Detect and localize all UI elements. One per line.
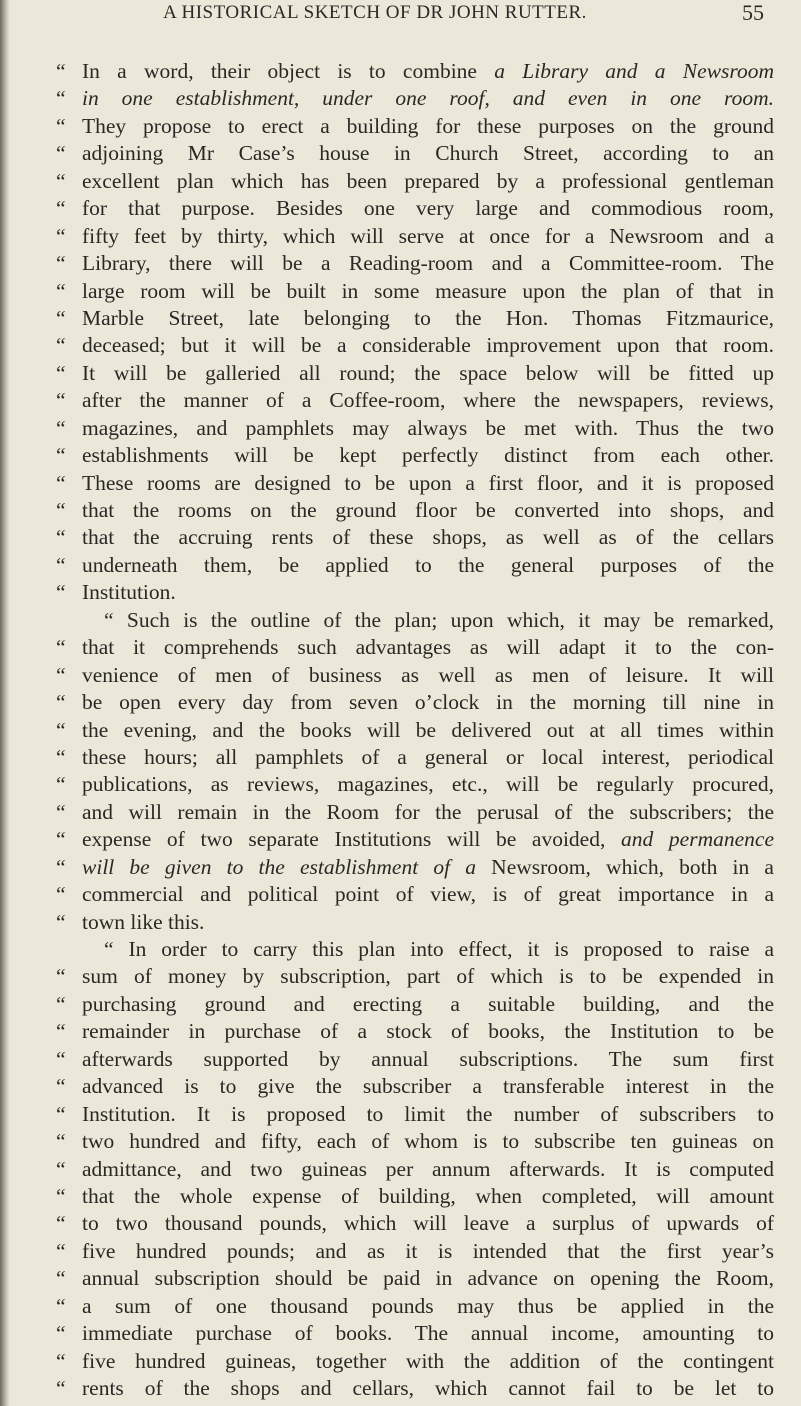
text-segment: town like this. [82, 909, 205, 934]
quote-mark: “ [56, 827, 66, 852]
text-line [56, 1183, 774, 1210]
text-segment: five hundred pounds; and as it is intended that the first year’s [82, 1238, 774, 1263]
quote-mark: “ [56, 223, 66, 248]
text-line [56, 579, 774, 606]
quote-mark: “ [56, 1293, 66, 1318]
quote-mark: “ [56, 470, 66, 495]
line-text [82, 415, 774, 442]
text-segment: immediate purchase of books. The annual income, amounting to [82, 1321, 774, 1346]
line-text [82, 1073, 774, 1100]
line-text [82, 1101, 774, 1128]
text-segment: large room will be built in some measure upon the plan of that in [82, 278, 774, 303]
text-segment: that the accruing rents of these shops, as well as of the cellars [82, 525, 774, 550]
line-text [82, 1128, 774, 1155]
quote-mark: “ [56, 580, 66, 605]
text-segment: fifty feet by thirty, which will serve at once for a Newsroom and a [82, 223, 774, 248]
text-segment: These rooms are designed to be upon a first floor, and it is proposed [82, 470, 774, 495]
quote-mark: “ [56, 1101, 66, 1126]
quote-mark: “ [56, 168, 66, 193]
text-segment: that the whole expense of building, when completed, will amount [82, 1183, 774, 1208]
line-text [82, 140, 774, 167]
line-text [82, 470, 774, 497]
running-title: A HISTORICAL SKETCH OF DR JOHN RUTTER. [163, 2, 587, 23]
quote-mark: “ [56, 882, 66, 907]
text-segment: purchasing ground and erecting a suitable building, and the [82, 991, 774, 1016]
text-segment: In a word, their object is to combine [82, 59, 495, 83]
line-text [82, 1238, 774, 1265]
page-edge-shadow [0, 0, 10, 1406]
line-text [82, 579, 774, 606]
text-line [56, 168, 774, 195]
quote-mark: “ [56, 251, 66, 276]
text-segment: It will be galleried all round; the space below will be fitted up [82, 360, 774, 385]
text-segment: Institution. It is proposed to limit the number of subscribers to [82, 1101, 774, 1126]
text-line [56, 717, 774, 744]
quote-mark: “ [56, 1074, 66, 1099]
text-segment: and will remain in the Room for the perusal of the subscribers; the [82, 799, 774, 824]
page-body [56, 58, 774, 1402]
text-line [56, 497, 774, 524]
line-text [82, 223, 774, 250]
text-segment: venience of men of business as well as men of leisure. It will [82, 662, 774, 687]
line-text [82, 854, 774, 881]
text-line [56, 963, 774, 990]
quote-mark: “ [56, 744, 66, 769]
line-text [82, 58, 774, 85]
text-line [56, 1210, 774, 1237]
text-segment: sum of money by subscription, part of which is to be expended in [82, 964, 774, 989]
quote-mark: “ [56, 1019, 66, 1044]
line-text [82, 250, 774, 277]
text-line [56, 991, 774, 1018]
line-text [82, 524, 774, 551]
line-text [82, 662, 774, 689]
quote-mark: “ [56, 1211, 66, 1236]
text-segment: for that purpose. Besides one very large and commodious room, [82, 196, 774, 221]
quote-mark: “ [56, 1376, 66, 1400]
text-line [56, 250, 774, 277]
quote-mark: “ [56, 1238, 66, 1263]
text-line [56, 744, 774, 771]
italic-text: and permanence [621, 827, 774, 852]
quote-mark: “ [56, 799, 66, 824]
text-segment: a sum of one thousand pounds may thus be applied in the [82, 1293, 774, 1318]
text-segment: “ Such is the outline of the plan; upon which, it may be remarked, [104, 607, 774, 632]
text-segment: underneath them, be applied to the general purposes of the [82, 552, 774, 577]
text-line [56, 85, 774, 112]
text-line [56, 470, 774, 497]
quote-mark: “ [56, 59, 66, 83]
text-line [56, 689, 774, 716]
text-line [56, 662, 774, 689]
text-line [56, 1348, 774, 1375]
text-line [56, 634, 774, 661]
quote-mark: “ [56, 86, 66, 111]
line-text [82, 1265, 774, 1292]
quote-mark: “ [56, 113, 66, 138]
quote-mark: “ [56, 909, 66, 934]
text-line [56, 58, 774, 85]
line-text [82, 1320, 774, 1347]
line-text [82, 85, 774, 112]
text-segment: rents of the shops and cellars, which cannot fail to be let to [82, 1376, 774, 1400]
line-text [82, 278, 774, 305]
line-text [82, 963, 774, 990]
text-line [56, 607, 774, 634]
text-segment: be open every day from seven o’clock in the morning till nine in [82, 690, 774, 715]
line-text [82, 1183, 774, 1210]
line-text [82, 168, 774, 195]
italic-text: will be given to the establishment of a [82, 854, 476, 879]
italic-text: a Library and a Newsroom [494, 59, 774, 83]
quote-mark: “ [56, 278, 66, 303]
text-line [56, 1238, 774, 1265]
quote-mark: “ [56, 1266, 66, 1291]
line-text [82, 771, 774, 798]
quote-mark: “ [56, 964, 66, 989]
text-line [56, 278, 774, 305]
quote-mark: “ [56, 1046, 66, 1071]
quote-mark: “ [56, 1348, 66, 1373]
text-segment: to two thousand pounds, which will leave a surplus of upwards of [82, 1211, 774, 1236]
text-segment: expense of two separate Institutions will be avoided, [82, 827, 622, 852]
text-segment: annual subscription should be paid in advance on opening the Room, [82, 1266, 774, 1291]
line-text [82, 113, 774, 140]
text-segment: They propose to erect a building for these purposes on the ground [82, 113, 774, 138]
quote-mark: “ [56, 854, 66, 879]
quote-mark: “ [56, 360, 66, 385]
quote-mark: “ [56, 388, 66, 413]
quote-mark: “ [56, 305, 66, 330]
text-line [56, 1375, 774, 1402]
text-line [56, 524, 774, 551]
line-text [82, 195, 774, 222]
text-line [56, 936, 774, 963]
text-line [56, 854, 774, 881]
quote-mark: “ [56, 991, 66, 1016]
line-text [82, 387, 774, 414]
text-line [56, 387, 774, 414]
line-text [82, 909, 774, 936]
text-line [56, 909, 774, 936]
line-text [82, 799, 774, 826]
quote-mark: “ [56, 443, 66, 468]
line-text [82, 717, 774, 744]
line-text [82, 1018, 774, 1045]
quote-mark: “ [56, 772, 66, 797]
text-line [56, 1101, 774, 1128]
text-segment: excellent plan which has been prepared by a professional gentleman [82, 168, 774, 193]
text-segment: adjoining Mr Case’s house in Church Street, according to an [82, 141, 774, 166]
text-segment: these hours; all pamphlets of a general or local interest, periodical [82, 744, 774, 769]
text-line [56, 1320, 774, 1347]
text-segment: “ In order to carry this plan into effect, it is proposed to raise a [104, 937, 774, 961]
text-segment: Library, there will be a Reading-room and a Committee-room. The [82, 251, 774, 276]
quote-mark: “ [56, 552, 66, 577]
text-segment: the evening, and the books will be delivered out at all times within [82, 717, 774, 742]
text-line [56, 1293, 774, 1320]
quote-mark: “ [56, 525, 66, 550]
text-segment: magazines, and pamphlets may always be met with. Thus the two [82, 415, 774, 440]
line-text [82, 497, 774, 524]
quote-mark: “ [56, 635, 66, 660]
text-line [56, 360, 774, 387]
text-segment: remainder in purchase of a stock of books, the Institution to be [82, 1019, 774, 1044]
line-text [82, 1375, 774, 1402]
line-text [82, 332, 774, 359]
text-segment: afterwards supported by annual subscriptions. The sum first [82, 1046, 774, 1071]
line-text [82, 305, 774, 332]
quote-mark: “ [56, 498, 66, 522]
line-text [104, 607, 774, 634]
line-text [82, 744, 774, 771]
text-line [56, 442, 774, 469]
quote-mark: “ [56, 333, 66, 358]
text-segment: two hundred and fifty, each of whom is to subscribe ten guineas on [82, 1129, 774, 1154]
line-text [104, 936, 774, 963]
quote-mark: “ [56, 415, 66, 440]
text-segment: Institution. [82, 580, 176, 605]
line-text [82, 826, 774, 853]
line-text [82, 991, 774, 1018]
page-number: 55 [742, 0, 764, 25]
text-line [56, 223, 774, 250]
text-segment: after the manner of a Coffee-room, where the newspapers, reviews, [82, 388, 774, 413]
line-text [82, 552, 774, 579]
line-text [82, 634, 774, 661]
line-text [82, 881, 774, 908]
text-segment: admittance, and two guineas per annum afterwards. It is computed [82, 1156, 774, 1181]
line-text [82, 1210, 774, 1237]
text-line [56, 1046, 774, 1073]
text-line [56, 332, 774, 359]
text-line [56, 1156, 774, 1183]
text-segment: that the rooms on the ground floor be converted into shops, and [82, 498, 774, 522]
italic-text: in one establishment, under one roof, and even in one room. [82, 86, 774, 111]
quote-mark: “ [56, 196, 66, 221]
text-line [56, 881, 774, 908]
line-text [82, 1293, 774, 1320]
quote-mark: “ [56, 1321, 66, 1346]
text-segment: that it comprehends such advantages as will adapt it to the con- [82, 635, 774, 660]
line-text [82, 360, 774, 387]
text-segment: publications, as reviews, magazines, etc., will be regularly procured, [82, 772, 774, 797]
text-line [56, 771, 774, 798]
text-segment: five hundred guineas, together with the addition of the contingent [82, 1348, 774, 1373]
text-segment: establishments will be kept perfectly distinct from each other. [82, 443, 774, 468]
line-text [82, 442, 774, 469]
text-line [56, 415, 774, 442]
quote-mark: “ [56, 1183, 66, 1208]
text-line [56, 1073, 774, 1100]
line-text [82, 1348, 774, 1375]
line-text [82, 1046, 774, 1073]
text-line [56, 140, 774, 167]
text-segment: Newsroom, which, both in a [476, 854, 774, 879]
text-line [56, 1018, 774, 1045]
text-line [56, 305, 774, 332]
text-line [56, 1128, 774, 1155]
text-segment: Marble Street, late belonging to the Hon. Thomas Fitzmaurice, [82, 305, 774, 330]
quote-mark: “ [56, 1129, 66, 1154]
text-line [56, 1265, 774, 1292]
quote-mark: “ [56, 1156, 66, 1181]
quote-mark: “ [56, 690, 66, 715]
line-text [82, 1156, 774, 1183]
quote-mark: “ [56, 717, 66, 742]
quote-mark: “ [56, 141, 66, 166]
quote-mark: “ [56, 662, 66, 687]
text-segment: deceased; but it will be a considerable improvement upon that room. [82, 333, 774, 358]
text-line [56, 826, 774, 853]
text-line [56, 195, 774, 222]
text-segment: advanced is to give the subscriber a transferable interest in the [82, 1074, 774, 1099]
text-segment: commercial and political point of view, is of great importance in a [82, 882, 774, 907]
text-line [56, 799, 774, 826]
text-line [56, 113, 774, 140]
line-text [82, 689, 774, 716]
text-line [56, 552, 774, 579]
